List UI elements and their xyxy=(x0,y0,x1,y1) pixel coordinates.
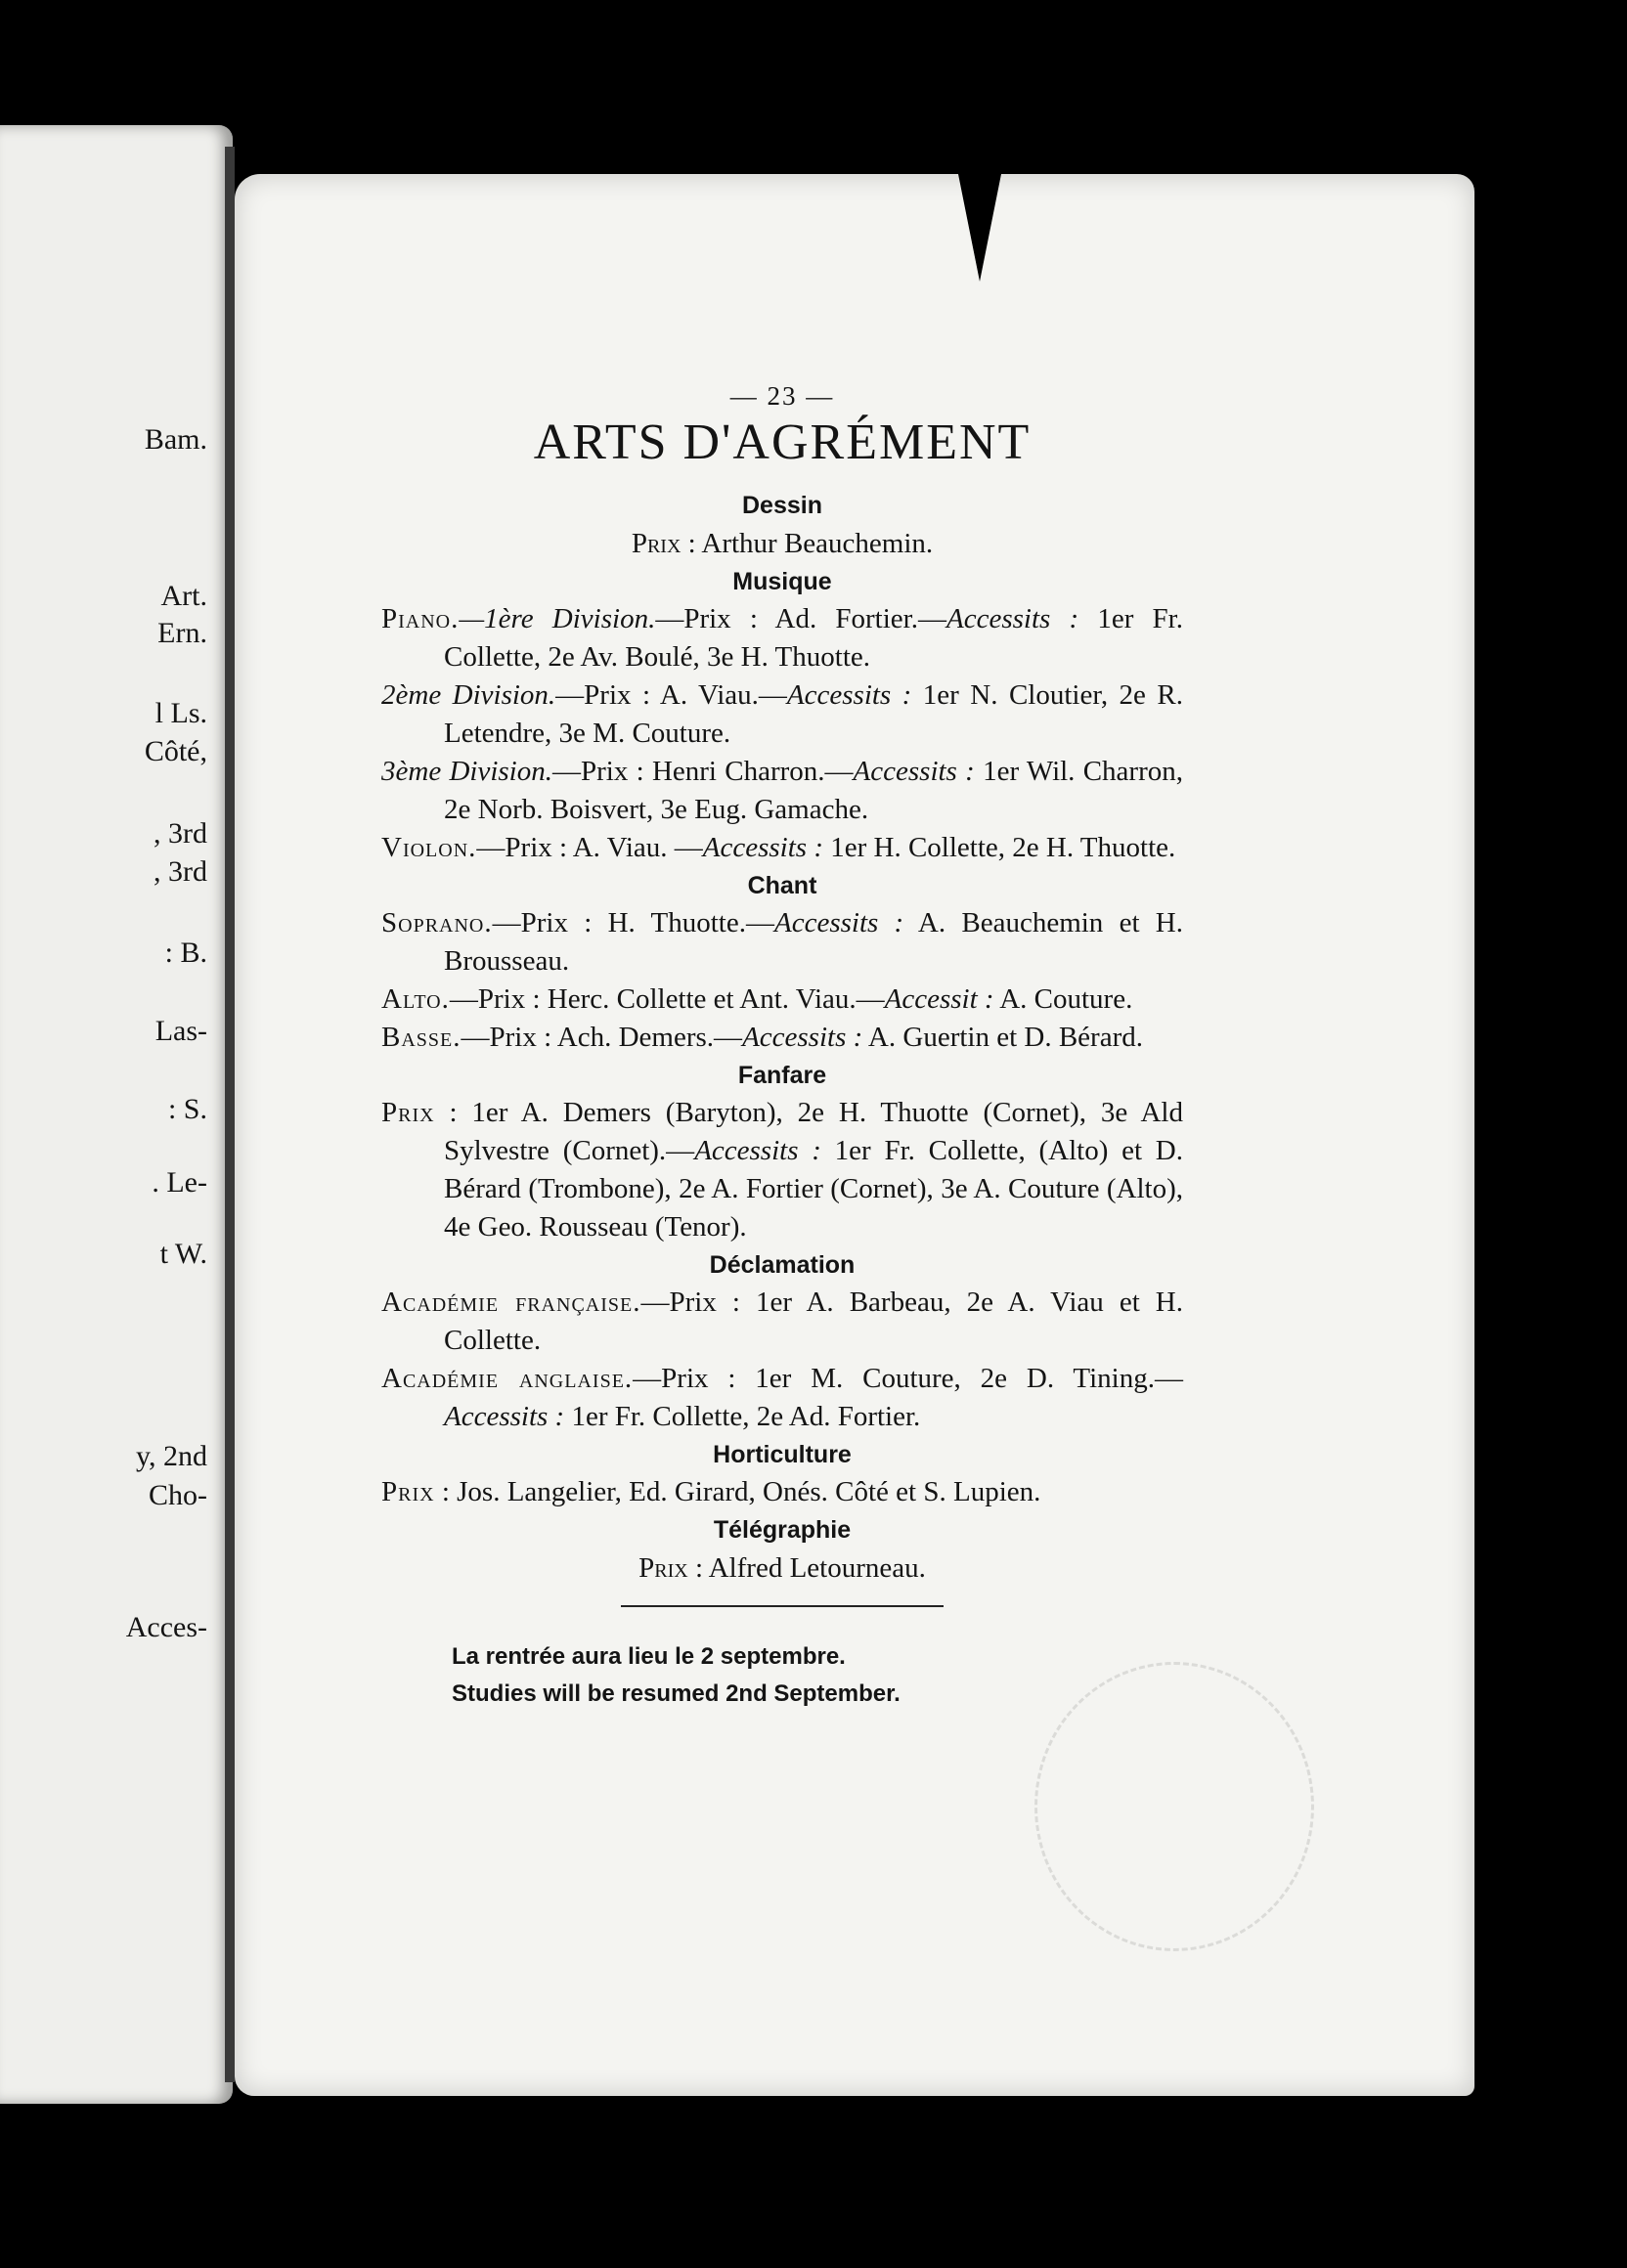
category-label: Prix xyxy=(381,1476,435,1507)
entry-text: —Prix : 1er M. Couture, 2e D. Tining.— xyxy=(633,1363,1183,1394)
entry-piano-div2 xyxy=(381,676,1183,753)
entry-text: —Prix : A. Viau.— xyxy=(555,679,787,711)
prize-text: : Arthur Beauchemin. xyxy=(687,528,934,559)
accessits-label: Accessits : xyxy=(702,832,823,863)
left-fragment: , 3rd xyxy=(154,855,207,888)
left-fragment: Art. xyxy=(160,580,207,612)
accessits-label: Accessits : xyxy=(773,907,904,938)
entry-horticulture xyxy=(381,1473,1183,1511)
entry-piano xyxy=(381,600,1183,676)
accessits-text: 1er Fr. Collette, 2e Ad. Fortier. xyxy=(564,1401,921,1432)
entry-piano-div3 xyxy=(381,753,1183,829)
accessits-label: Accessits : xyxy=(786,679,912,711)
closing-french: La rentrée aura lieu le 2 septembre. xyxy=(452,1643,846,1670)
heading-telegraphie: Télégraphie xyxy=(713,1516,852,1544)
left-fragment: Cho- xyxy=(149,1479,207,1511)
prize-label: Prix xyxy=(631,528,682,559)
entry-text: —Prix : Herc. Collette et Ant. Viau.— xyxy=(449,983,885,1015)
left-fragment: Bam. xyxy=(144,423,207,456)
section-divider xyxy=(621,1605,944,1607)
left-fragment: Ern. xyxy=(157,617,207,649)
accessits-text: 1er N. Cloutier, 2e R. Letendre, 3e M. Couture. xyxy=(444,679,1183,749)
prize-text: : Alfred Letourneau. xyxy=(694,1552,926,1584)
division-label: 2ème Division. xyxy=(381,679,556,711)
left-fragment: Côté, xyxy=(144,735,207,767)
page-number: — 23 — xyxy=(729,381,835,411)
entry-alto xyxy=(381,981,1183,1019)
left-fragment: t W. xyxy=(159,1238,207,1270)
accessits-label: Accessit : xyxy=(884,983,994,1015)
heading-musique: Musique xyxy=(732,568,832,595)
entry-violon xyxy=(381,829,1183,867)
prize-label: Prix xyxy=(638,1552,688,1584)
heading-dessin: Dessin xyxy=(742,492,822,519)
accessits-label: Accessits : xyxy=(945,603,1079,634)
accessits-text: 1er H. Collette, 2e H. Thuotte. xyxy=(822,832,1176,863)
category-label: Soprano. xyxy=(381,907,493,938)
left-fragment: Las- xyxy=(154,1015,207,1047)
entry-text: —Prix : Ach. Demers.— xyxy=(461,1022,743,1053)
accessits-text: A. Guertin et D. Bérard. xyxy=(862,1022,1143,1053)
entry-academie-anglaise xyxy=(381,1360,1183,1436)
entry-text: —Prix : Henri Charron.— xyxy=(552,756,854,787)
accessits-text: 1er Fr. Collette, (Alto) et D. Bérard (Trombone), 2e A. Fortier (Cornet), 3e A. Couture (Alto), 4e Geo. Rousseau (Tenor). xyxy=(444,1135,1183,1243)
entry-text: —Prix : 1er A. Barbeau, 2e A. Viau et H. Collette. xyxy=(444,1287,1183,1356)
page-gutter xyxy=(225,147,235,2082)
left-fragment: : S. xyxy=(167,1093,207,1125)
left-fragment: l Ls. xyxy=(154,697,207,729)
closing-english: Studies will be resumed 2nd September. xyxy=(452,1680,901,1707)
accessits-label: Accessits : xyxy=(742,1022,863,1053)
category-label: Basse. xyxy=(381,1022,462,1053)
category-label: Prix xyxy=(381,1097,435,1128)
category-label: Violon. xyxy=(381,832,477,863)
dessin-prize xyxy=(381,524,1183,563)
entry-text: —Prix : Ad. Fortier.— xyxy=(655,603,946,634)
accessits-text: 1er Fr. Collette, 2e Av. Boulé, 3e H. Thuotte. xyxy=(444,603,1183,673)
entry-text: : 1er A. Demers (Baryton), 2e H. Thuotte (Cornet), 3e Ald Sylvestre (Cornet).— xyxy=(434,1097,1183,1166)
heading-declamation: Déclamation xyxy=(709,1251,856,1279)
left-fragment: , 3rd xyxy=(154,817,207,850)
left-page xyxy=(0,125,233,2104)
accessits-label: Accessits : xyxy=(444,1401,565,1432)
division-label: 3ème Division. xyxy=(381,756,552,787)
telegraphie-prize xyxy=(381,1548,1183,1588)
entry-text: —Prix : H. Thuotte.— xyxy=(492,907,774,938)
page-title: ARTS D'AGRÉMENT xyxy=(533,414,1032,470)
category-label: Académie française. xyxy=(381,1287,641,1318)
entry-soprano xyxy=(381,904,1183,981)
heading-horticulture: Horticulture xyxy=(713,1441,852,1468)
left-fragment: : B. xyxy=(164,937,207,969)
entry-text: —Prix : A. Viau. — xyxy=(476,832,703,863)
accessits-text: 1er Wil. Charron, 2e Norb. Boisvert, 3e Eug. Gamache. xyxy=(444,756,1183,825)
accessits-text: A. Couture. xyxy=(993,983,1133,1015)
left-fragment: Acces- xyxy=(125,1611,207,1643)
accessits-label: Accessits : xyxy=(853,756,975,787)
page-tear xyxy=(958,174,1001,282)
category-label: Piano. xyxy=(381,603,460,634)
entry-fanfare xyxy=(381,1094,1183,1246)
division-label: —1ère Division. xyxy=(459,603,656,634)
entry-text: : Jos. Langelier, Ed. Girard, Onés. Côté et S. Lupien. xyxy=(434,1476,1041,1507)
entry-academie-francaise xyxy=(381,1284,1183,1360)
heading-fanfare: Fanfare xyxy=(737,1062,827,1089)
page-content xyxy=(381,381,1183,1713)
accessits-label: Accessits : xyxy=(694,1135,821,1166)
category-label: Alto. xyxy=(381,983,450,1015)
left-fragment: . Le- xyxy=(152,1166,207,1199)
entry-basse xyxy=(381,1019,1183,1057)
accessits-text: A. Beauchemin et H. Brousseau. xyxy=(444,907,1183,977)
category-label: Académie anglaise. xyxy=(381,1363,634,1394)
left-fragment: y, 2nd xyxy=(135,1440,207,1472)
heading-chant: Chant xyxy=(747,872,817,899)
